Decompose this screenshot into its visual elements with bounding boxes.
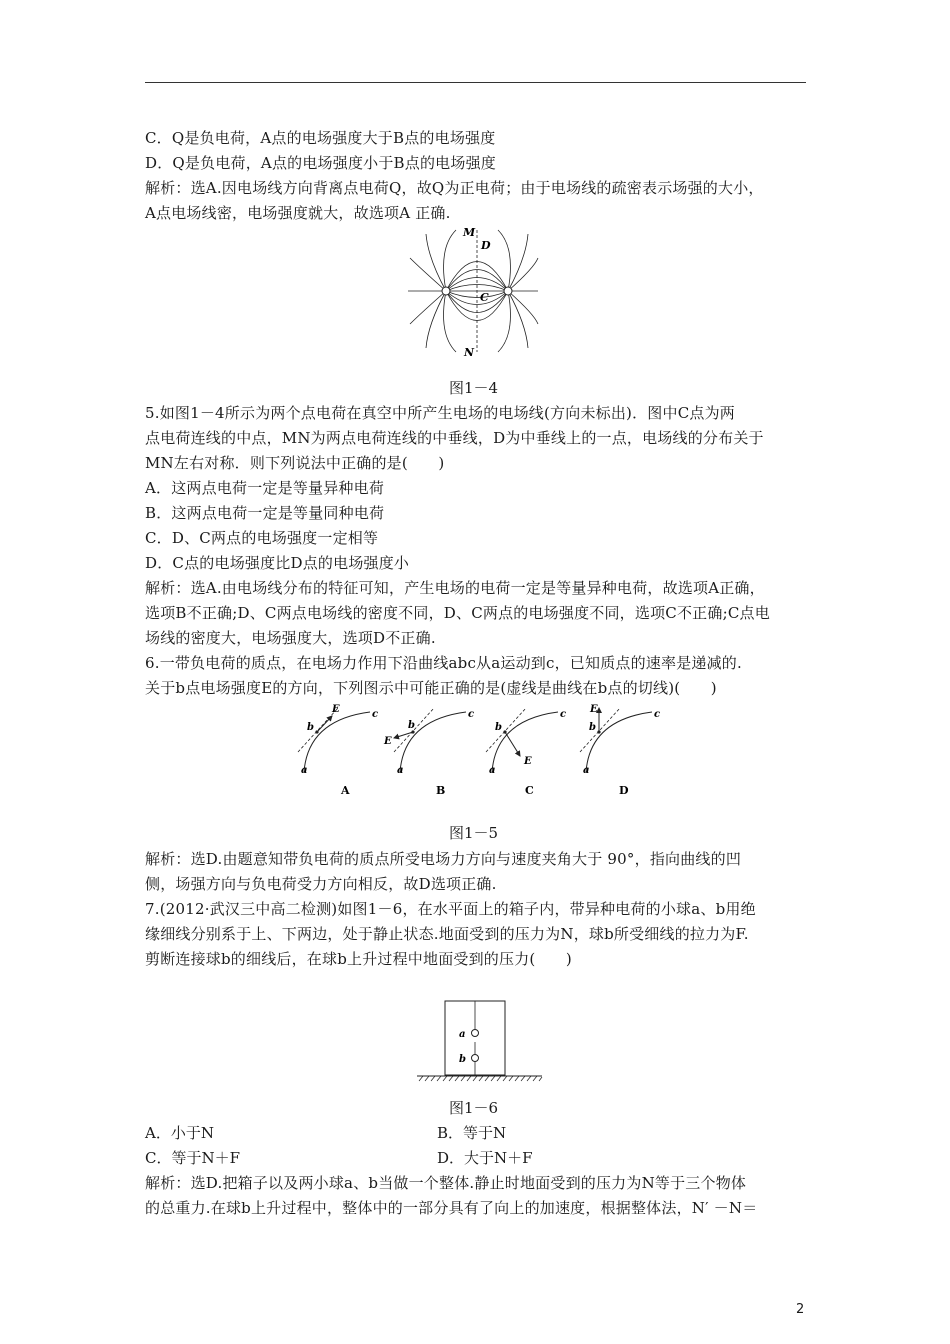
q4-solution-line-1: 解析：选A.因电场线方向背离点电荷Q，故Q为正电荷；由于电场线的疏密表示场强的大小， [145,179,764,197]
panel-b-label-e: E [384,736,392,747]
ball-a-label: a [459,1029,466,1040]
panel-a-label-a: a [301,765,308,776]
panel-c-label-e: E [524,756,532,767]
figure-1-4-caption: 图1－4 [449,379,499,397]
q7-stem-line-1: 7.(2012·武汉三中高二检测)如图1－6，在水平面上的箱子内，带异种电荷的小球a、b用绝 [145,900,756,918]
panel-a-label-e: E [332,704,340,715]
q7-solution-line-2: 的总重力.在球b上升过程中，整体中的一部分具有了向上的加速度，根据整体法，N′ －N＝ [145,1199,758,1217]
q7-option-a: A．小于N [145,1124,214,1142]
figure-1-6-caption: 图1－6 [449,1099,499,1117]
q5-option-a: A．这两点电荷一定是等量异种电荷 [145,479,385,497]
panel-b-label-b: b [408,720,415,731]
q7-stem-line-2: 缘细线分别系于上、下两边，处于静止状态.地面受到的压力为N，球b所受细线的拉力为F. [145,925,749,943]
q4-solution-line-2: A点电场线密，电场强度就大，故选项A 正确. [145,204,451,222]
q5-solution-line-2: 选项B不正确;D、C两点电场线的密度不同，D、C两点的电场强度不同，选项C不正确;C点电 [145,604,770,622]
q5-stem-line-1: 5.如图1－4所示为两个点电荷在真空中所产生电场的电场线(方向未标出)．图中C点为两 [145,404,735,422]
ball-b-label: b [459,1054,466,1065]
q6-solution-line-2: 侧，场强方向与负电荷受力方向相反，故D选项正确. [145,875,497,893]
q5-stem-line-3: MN左右对称．则下列说法中正确的是( ) [145,454,445,472]
q7-option-c: C．等于N＋F [145,1149,241,1167]
panel-d-label-a: a [583,765,590,776]
panel-d-label-e: E [590,704,598,715]
panel-d-label-b: b [589,722,596,733]
q5-solution-line-3: 场线的密度大，电场强度大，选项D不正确. [145,629,436,647]
panel-c-label-a: a [489,765,496,776]
label-m: M [463,226,476,239]
panel-b-label-c: c [468,709,475,720]
q5-solution-line-1: 解析：选A.由电场线分布的特征可知，产生电场的电荷一定是等量异种电荷，故选项A正确， [145,579,765,597]
q7-option-d: D．大于N＋F [437,1149,533,1167]
panel-label-b: B [436,784,446,797]
panel-label-d: D [619,784,629,797]
q4-option-c: C．Q是负电荷，A点的电场强度大于B点的电场强度 [145,129,496,147]
panel-d-diagram [580,704,660,776]
q7-option-b: B．等于N [437,1124,507,1142]
panel-b-label-a: a [397,765,404,776]
figure-1-5-panels [290,700,690,800]
panel-a-label-b: b [307,722,314,733]
q6-solution-line-1: 解析：选D.由题意知带负电荷的质点所受电场力方向与速度夹角大于 90°，指向曲线的凹 [145,850,742,868]
panel-a-diagram [298,704,378,776]
panel-b-diagram [383,708,474,776]
label-d: D [481,239,491,252]
panel-d-label-c: c [654,709,661,720]
q5-option-d: D．C点的电场强度比D点的电场强度小 [145,554,410,572]
figure-1-6-box [415,1000,545,1090]
figure-1-4-field-lines [408,228,538,358]
label-c: C [480,291,489,304]
q6-stem-line-2: 关于b点电场强度E的方向，下列图示中可能正确的是(虚线是曲线在b点的切线)( ) [145,679,717,697]
q5-option-c: C．D、C两点的电场强度一定相等 [145,529,379,547]
header-rule [145,82,806,83]
q7-solution-line-1: 解析：选D.把箱子以及两小球a、b当做一个整体.静止时地面受到的压力为N等于三个物体 [145,1174,747,1192]
panel-label-a: A [341,784,350,797]
q5-stem-line-2: 点电荷连线的中点，MN为两点电荷连线的中垂线，D为中垂线上的一点，电场线的分布关于 [145,429,764,447]
panel-label-c: C [525,784,534,797]
q7-stem-line-3: 剪断连接球b的细线后，在球b上升过程中地面受到的压力( ) [145,950,572,968]
panel-a-label-c: c [372,709,379,720]
page-number: 2 [796,1302,805,1317]
q4-option-d: D．Q是负电荷，A点的电场强度小于B点的电场强度 [145,154,496,172]
label-n: N [464,346,475,359]
q5-option-b: B．这两点电荷一定是等量同种电荷 [145,504,385,522]
q6-stem-line-1: 6.一带负电荷的质点，在电场力作用下沿曲线abc从a运动到c，已知质点的速率是递减的. [145,654,742,672]
panel-c-label-c: c [560,709,567,720]
panel-c-diagram [486,708,566,776]
figure-1-5-caption: 图1－5 [449,824,499,842]
panel-c-label-b: b [495,722,502,733]
